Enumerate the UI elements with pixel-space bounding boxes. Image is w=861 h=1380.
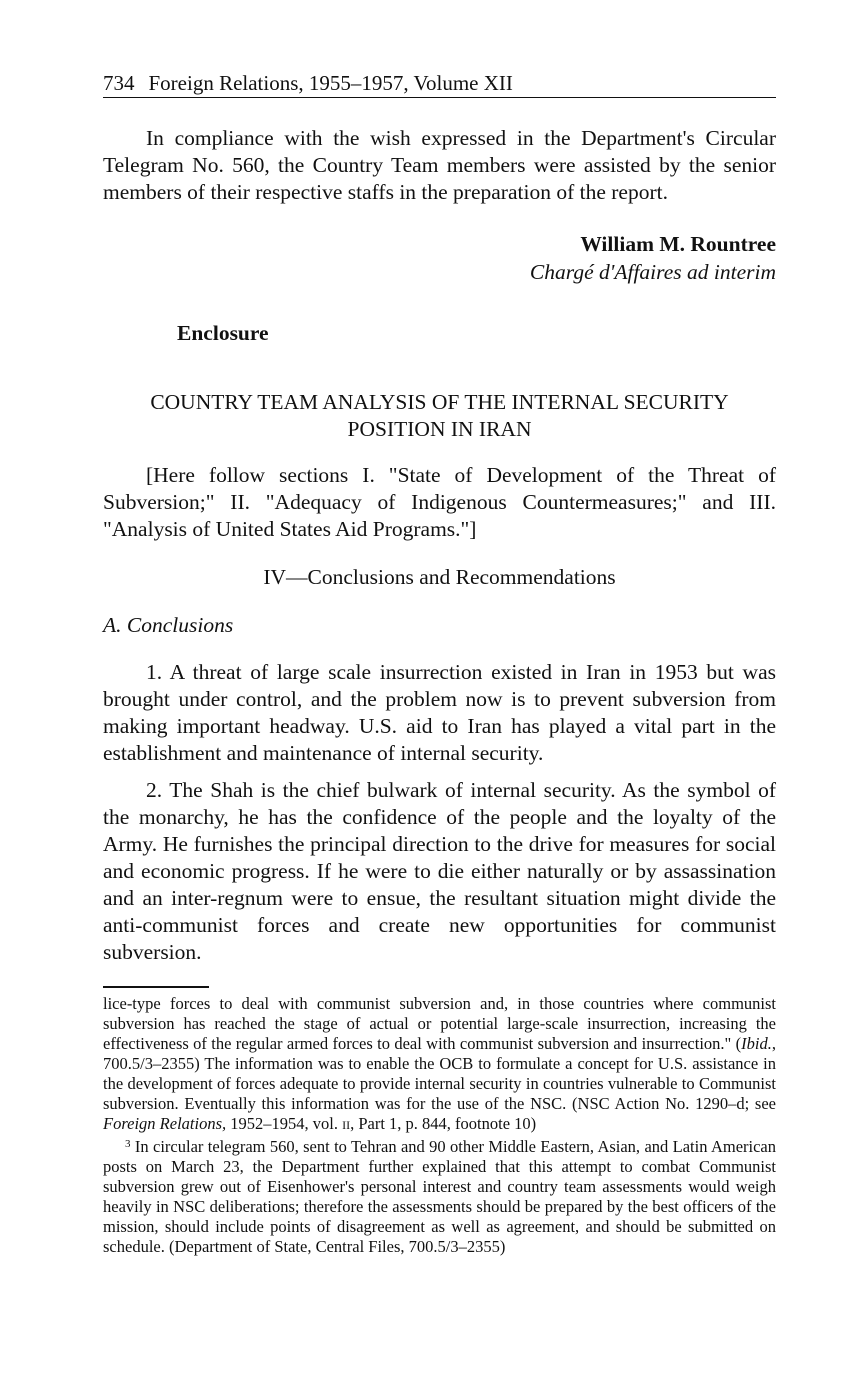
footnote-marker: 3: [125, 1138, 131, 1150]
running-header: [103, 70, 776, 98]
footnote-frus-title: Foreign Relations,: [103, 1114, 227, 1133]
enclosure-label: Enclosure: [177, 321, 269, 345]
document-title-line-2: POSITION IN IRAN: [347, 417, 532, 441]
footnote-continued-text-1: lice-type forces to deal with communist subversion and, in those countries where communist subversion has reached the stage of actual or potential large-scale insurrection, increasing the effectiveness of the regular armed forces to deal with communist subversion and insurrection." (: [103, 994, 776, 1053]
footnotes: [103, 994, 776, 1257]
document-page: [103, 70, 776, 1257]
footnote-3-text: In circular telegram 560, sent to Tehran and 90 other Middle Eastern, Asian, and Latin American posts on March 23, the Department further explained that this attempt to combat Communist subversion grew out of Eisenhower's personal interest and country team assessments would weigh heavily in NSC deliberations; therefore the assessments should be prepared by the best officers of the mission, should include points of disagreement as well as agreement, and should be submitted on schedule. (Department of State, Central Files, 700.5/3–2355): [103, 1137, 776, 1256]
conclusion-paragraph-1: 1. A threat of large scale insurrection existed in Iran in 1953 but was brought under control, and the problem now is to prevent subversion from making important headway. U.S. aid to Iran has played a vital part in the establishment and maintenance of internal security.: [103, 660, 776, 765]
footnote-3: [103, 1134, 776, 1257]
footnote-continued-text-3: 1952–1954, vol.: [226, 1114, 343, 1133]
running-title: Foreign Relations, 1955–1957, Volume XII: [148, 71, 513, 95]
document-title: [103, 389, 776, 443]
footnote-continued: [103, 994, 776, 1134]
document-title-line-1: COUNTRY TEAM ANALYSIS OF THE INTERNAL SECURITY: [150, 390, 729, 414]
section-heading: IV—Conclusions and Recommendations: [263, 565, 616, 589]
signatory-name: William M. Rountree: [580, 232, 776, 256]
conclusion-paragraph-2: 2. The Shah is the chief bulwark of internal security. As the symbol of the monarchy, he has the confidence of the people and the loyalty of the Army. He furnishes the principal direction to the drive for measures for social and economic progress. If he were to die either naturally or by assassination and an inter-regnum were to ensue, the resultant situation might divide the anti-communist forces and create new opportunities for communist subversion.: [103, 778, 776, 964]
footnote-continued-text-4: , Part 1, p. 844, footnote 10): [350, 1114, 537, 1133]
intro-paragraph: In compliance with the wish expressed in the Department's Circular Telegram No. 560, the Country Team members were assisted by the senior members of their respective staffs in the preparation of the report.: [103, 126, 776, 204]
subheading-conclusions: A. Conclusions: [103, 613, 234, 637]
signature-block: [103, 230, 776, 286]
footnote-divider: [103, 986, 209, 988]
page-number: 734: [103, 71, 135, 95]
signatory-title: Chargé d'Affaires ad interim: [529, 260, 776, 284]
editorial-note: [Here follow sections I. "State of Development of the Threat of Subversion;" II. "Adequacy of Indigenous Countermeasures;" and III. "Analysis of United States Aid Programs."]: [103, 463, 776, 541]
footnote-ibid: Ibid.: [741, 1034, 772, 1053]
footnote-volume: ii: [342, 1114, 351, 1133]
footnote-continued-text-2: , 700.5/3–2355) The information was to enable the OCB to formulate a concept for U.S. assistance in the development of forces adequate to provide internal security in countries vulnerable to Communist subversion. Eventually this information was for the use of the NSC. (NSC Action No. 1290–d; see: [103, 1034, 776, 1113]
